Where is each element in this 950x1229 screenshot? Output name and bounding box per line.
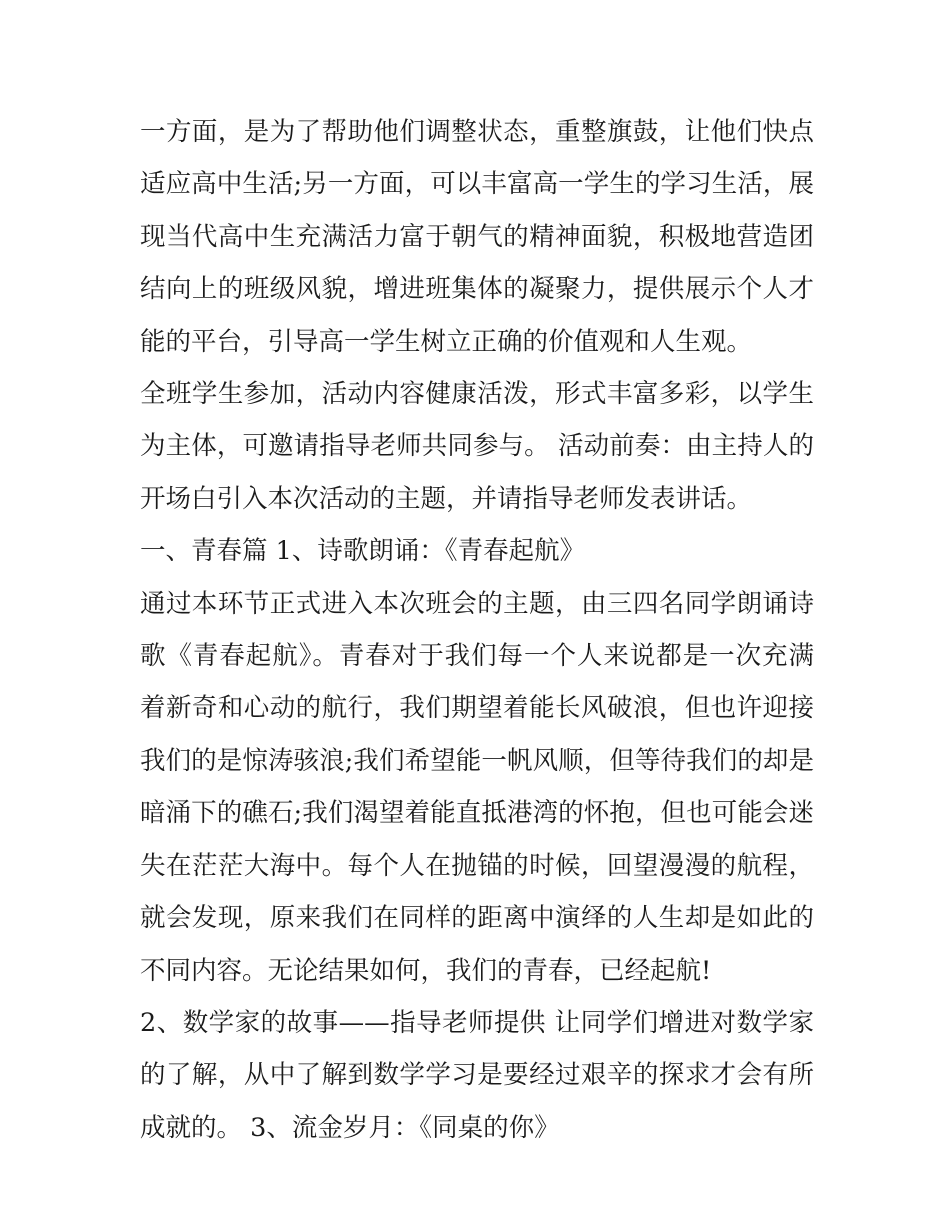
paragraph-mathematician-story: 2、数学家的故事——指导老师提供 让同学们增进对数学家的了解，从中了解到数学学习是要经过艰辛的探求才会有所成就的。 3、流金岁月：《同桌的你》 [140, 1007, 814, 1143]
paragraph-purpose: 一方面，是为了帮助他们调整状态，重整旗鼓，让他们快点适应高中生活;另一方面，可以丰富高一学生的学习生活，展现当代高中生充满活力富于朝气的精神面貌，积极地营造团结向上的班级风貌，增进班集体的凝聚力，提供展示个人才能的平台，引导高一学生树立正确的价值观和人生观。 [140, 117, 814, 357]
paragraph-poem-recital: 通过本环节正式进入本次班会的主题，由三四名同学朗诵诗歌《青春起航》。青春对于我们每一个人来说都是一次充满着新奇和心动的航行，我们期望着能长风破浪，但也许迎接我们的是惊涛骇浪;我们希望能一帆风顺，但等待我们的却是暗涌下的礁石;我们渴望着能直抵港湾的怀抱，但也可能会迷失在茫茫大海中。每个人在抛锚的时候，回望漫漫的航程，就会发现，原来我们在同样的距离中演绎的人生却是如此的不同内容。无论结果如何，我们的青春，已经起航! [140, 588, 814, 986]
paragraph-participants: 全班学生参加，活动内容健康活泼，形式丰富多彩，以学生为主体，可邀请指导老师共同参与。 活动前奏：由主持人的开场白引入本次活动的主题，并请指导老师发表讲话。 [140, 379, 814, 514]
section-heading-youth: 一、青春篇 1、诗歌朗诵：《青春起航》 [140, 536, 586, 567]
document-body [140, 106, 814, 1154]
